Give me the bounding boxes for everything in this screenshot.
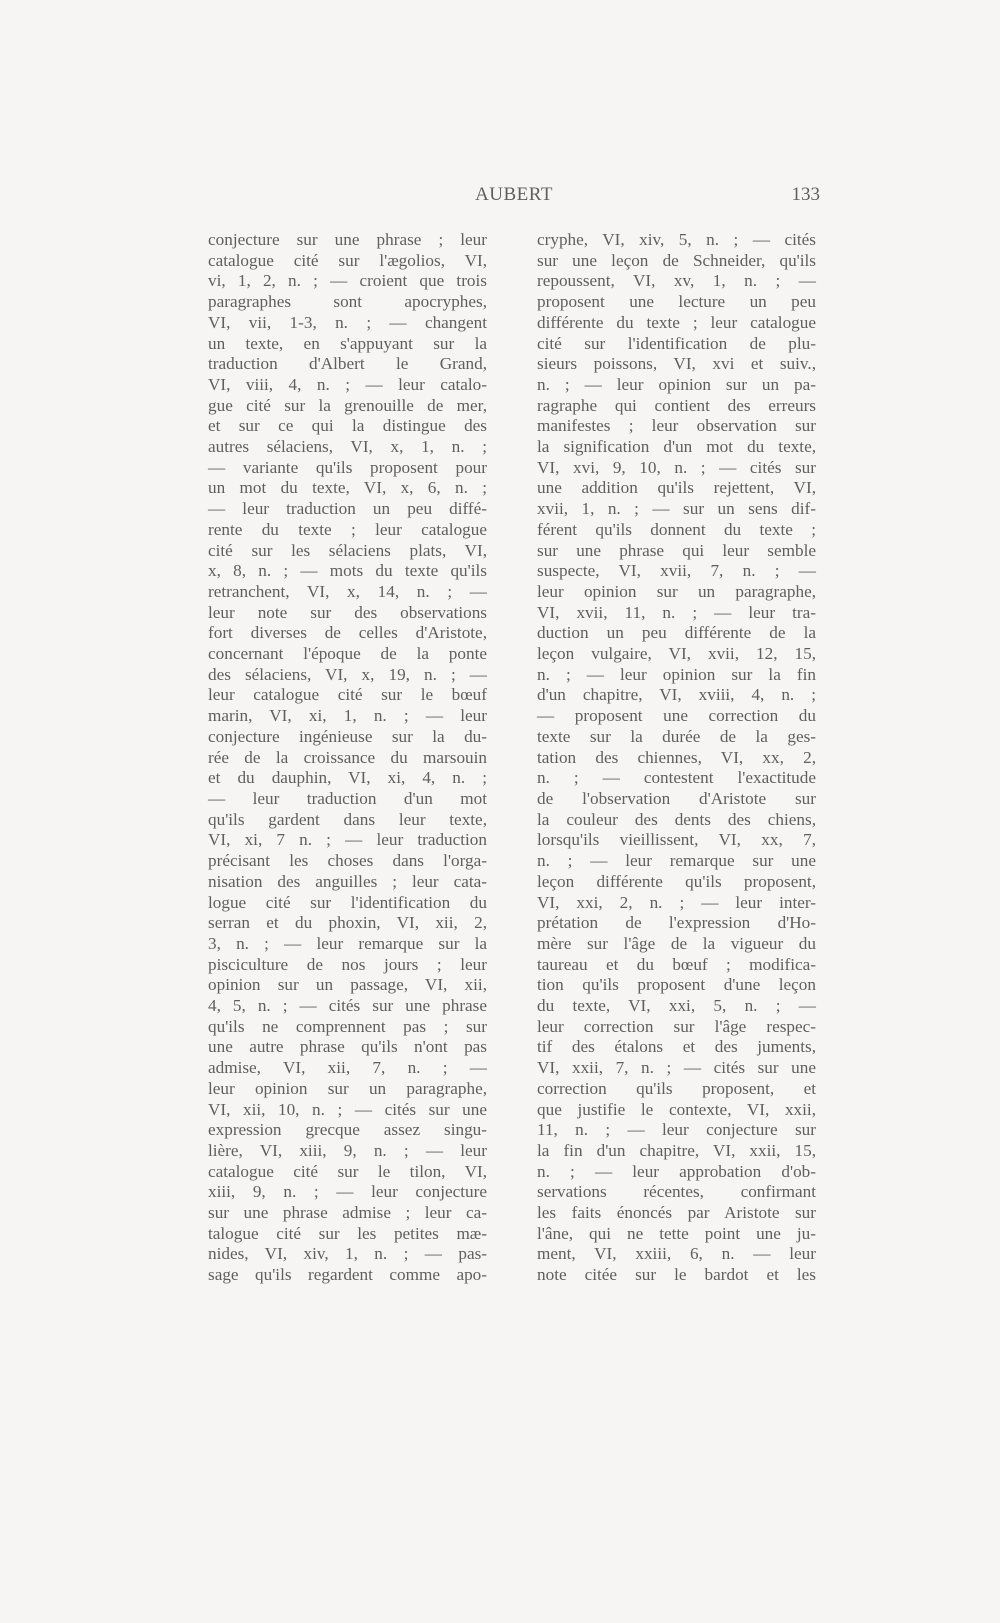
text-line: xvii, 1, n. ; — sur un sens dif- [537,499,816,519]
text-line: marin, VI, xi, 1, n. ; — leur [208,706,487,726]
text-line: VI, viii, 4, n. ; — leur catalo- [208,374,487,394]
text-line: — leur traduction d'un mot [208,788,487,808]
text-line: admise, VI, xii, 7, n. ; — [208,1058,487,1078]
text-line: n. ; — leur remarque sur une [537,851,816,871]
text-line: lière, VI, xiii, 9, n. ; — leur [208,1140,487,1160]
text-line: proposent une lecture un peu [537,292,816,312]
text-line: nides, VI, xiv, 1, n. ; — pas- [208,1244,487,1264]
text-line: du texte, VI, xxi, 5, n. ; — [537,996,816,1016]
text-line: la couleur des dents des chiens, [537,809,816,829]
text-line: VI, xxii, 7, n. ; — cités sur une [537,1058,816,1078]
text-line: d'un chapitre, VI, xviii, 4, n. ; [537,685,816,705]
text-line: la signification d'un mot du texte, [537,437,816,457]
text-line: les faits énoncés par Aristote sur [537,1203,816,1223]
text-line: leur correction sur l'âge respec- [537,1016,816,1036]
text-line: que justifie le contexte, VI, xxii, [537,1099,816,1119]
text-line: ragraphe qui contient des erreurs [537,395,816,415]
text-line: de l'observation d'Aristote sur [537,788,816,808]
text-line: lorsqu'ils vieillissent, VI, xx, 7, [537,830,816,850]
text-line: opinion sur un passage, VI, xii, [208,975,487,995]
text-line: leçon vulgaire, VI, xvii, 12, 15, [537,644,816,664]
text-line: — proposent une correction du [537,706,816,726]
text-line: 11, n. ; — leur conjecture sur [537,1120,816,1140]
text-line: talogue cité sur les petites mæ- [208,1223,487,1243]
text-line: un mot du texte, VI, x, 6, n. ; [208,478,487,498]
text-line: — leur traduction un peu diffé- [208,499,487,519]
text-line: férent qu'ils donnent du texte ; [537,519,816,539]
text-line: et du dauphin, VI, xi, 4, n. ; [208,768,487,788]
text-line: 4, 5, n. ; — cités sur une phrase [208,996,487,1016]
text-line: VI, xvii, 11, n. ; — leur tra- [537,602,816,622]
text-line: catalogue cité sur l'ægolios, VI, [208,250,487,270]
text-line: VI, xi, 7 n. ; — leur traduction [208,830,487,850]
text-line: leur opinion sur un paragraphe, [537,581,816,601]
text-line: expression grecque assez singu- [208,1120,487,1140]
text-line: l'âne, qui ne tette point une ju- [537,1223,816,1243]
text-line: VI, xii, 10, n. ; — cités sur une [208,1099,487,1119]
text-line: traduction d'Albert le Grand, [208,354,487,374]
text-line: sieurs poissons, VI, xvi et suiv., [537,354,816,374]
text-line: et sur ce qui la distingue des [208,416,487,436]
page-number: 133 [791,184,820,205]
text-line: leur note sur des observations [208,602,487,622]
text-line: conjecture sur une phrase ; leur [208,230,487,249]
text-line: différente du texte ; leur catalogue [537,312,816,332]
text-line: sage qu'ils regardent comme apo- [208,1265,487,1285]
text-line: tif des étalons et des juments, [537,1037,816,1057]
text-line: paragraphes sont apocryphes, [208,292,487,312]
text-line: tion qu'ils proposent d'une leçon [537,975,816,995]
text-column-left [208,230,487,1286]
text-line: servations récentes, confirmant [537,1182,816,1202]
text-line: prétation de l'expression d'Ho- [537,913,816,933]
text-line: sur une phrase admise ; leur ca- [208,1203,487,1223]
text-line: x, 8, n. ; — mots du texte qu'ils [208,561,487,581]
text-line: VI, xxi, 2, n. ; — leur inter- [537,892,816,912]
text-line: sur une phrase qui leur semble [537,540,816,560]
text-line: sur une leçon de Schneider, qu'ils [537,250,816,270]
text-line: taureau et du bœuf ; modifica- [537,954,816,974]
text-line: un texte, en s'appuyant sur la [208,333,487,353]
text-line: rée de la croissance du marsouin [208,747,487,767]
text-line: retranchent, VI, x, 14, n. ; — [208,581,487,601]
page-header [208,184,820,212]
text-line: leur opinion sur un paragraphe, [208,1078,487,1098]
text-line: une addition qu'ils rejettent, VI, [537,478,816,498]
text-line: mère sur l'âge de la vigueur du [537,933,816,953]
text-line: VI, xvi, 9, 10, n. ; — cités sur [537,457,816,477]
text-line: n. ; — leur approbation d'ob- [537,1161,816,1181]
text-line: nisation des anguilles ; leur cata- [208,871,487,891]
text-line: — variante qu'ils proposent pour [208,457,487,477]
text-line: leçon différente qu'ils proposent, [537,871,816,891]
text-line: manifestes ; leur observation sur [537,416,816,436]
text-line: vi, 1, 2, n. ; — croient que trois [208,271,487,291]
text-line: précisant les choses dans l'orga- [208,851,487,871]
text-line: n. ; — contestent l'exactitude [537,768,816,788]
text-line: cryphe, VI, xiv, 5, n. ; — cités [537,230,816,249]
text-line: cité sur les sélaciens plats, VI, [208,540,487,560]
running-head: AUBERT [475,184,553,205]
text-line: suspecte, VI, xvii, 7, n. ; — [537,561,816,581]
text-line: conjecture ingénieuse sur la du- [208,726,487,746]
text-line: pisciculture de nos jours ; leur [208,954,487,974]
text-line: 3, n. ; — leur remarque sur la [208,933,487,953]
text-line: ment, VI, xxiii, 6, n. — leur [537,1244,816,1264]
text-line: cité sur l'identification de plu- [537,333,816,353]
text-line: qu'ils ne comprennent pas ; sur [208,1016,487,1036]
text-line: fort diverses de celles d'Aristote, [208,623,487,643]
text-line: n. ; — leur opinion sur un pa- [537,374,816,394]
text-line: n. ; — leur opinion sur la fin [537,664,816,684]
text-line: rente du texte ; leur catalogue [208,519,487,539]
text-line: texte sur la durée de la ges- [537,726,816,746]
text-line: tation des chiennes, VI, xx, 2, [537,747,816,767]
text-line: repoussent, VI, xv, 1, n. ; — [537,271,816,291]
text-line: note citée sur le bardot et les [537,1265,816,1285]
text-line: la fin d'un chapitre, VI, xxii, 15, [537,1140,816,1160]
text-line: des sélaciens, VI, x, 19, n. ; — [208,664,487,684]
text-line: gue cité sur la grenouille de mer, [208,395,487,415]
text-line: autres sélaciens, VI, x, 1, n. ; [208,437,487,457]
text-line: serran et du phoxin, VI, xii, 2, [208,913,487,933]
text-line: duction un peu différente de la [537,623,816,643]
text-line: VI, vii, 1-3, n. ; — changent [208,312,487,332]
text-line: logue cité sur l'identification du [208,892,487,912]
text-line: catalogue cité sur le tilon, VI, [208,1161,487,1181]
text-line: qu'ils gardent dans leur texte, [208,809,487,829]
text-line: concernant l'époque de la ponte [208,644,487,664]
text-line: xiii, 9, n. ; — leur conjecture [208,1182,487,1202]
text-line: correction qu'ils proposent, et [537,1078,816,1098]
text-line: leur catalogue cité sur le bœuf [208,685,487,705]
text-line: une autre phrase qu'ils n'ont pas [208,1037,487,1057]
text-column-right [537,230,816,1286]
